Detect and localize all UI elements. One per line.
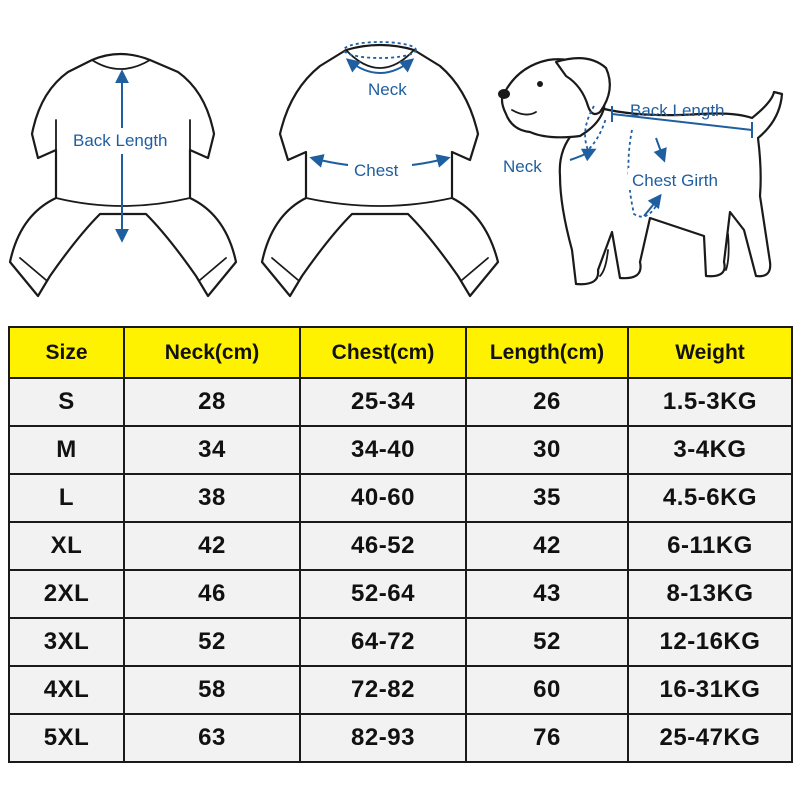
cell-weight: 3-4KG	[628, 426, 792, 474]
table-header-row	[9, 327, 792, 378]
cell-neck: 38	[124, 474, 300, 522]
measurement-diagrams	[0, 0, 800, 320]
cell-chest: 82-93	[300, 714, 466, 762]
neck-label: Neck	[368, 80, 407, 99]
header-neck: Neck(cm)	[124, 327, 300, 378]
cell-neck: 63	[124, 714, 300, 762]
table-row	[9, 378, 792, 426]
dog-back-length-label: Back Length	[630, 101, 725, 120]
cell-weight: 16-31KG	[628, 666, 792, 714]
cell-size: M	[9, 426, 124, 474]
cell-neck: 42	[124, 522, 300, 570]
cell-neck: 34	[124, 426, 300, 474]
table-row	[9, 522, 792, 570]
cell-size: XL	[9, 522, 124, 570]
table-row	[9, 714, 792, 762]
cell-size: 5XL	[9, 714, 124, 762]
cell-chest: 25-34	[300, 378, 466, 426]
cell-chest: 52-64	[300, 570, 466, 618]
header-size: Size	[9, 327, 124, 378]
cell-size: S	[9, 378, 124, 426]
cell-length: 30	[466, 426, 628, 474]
cell-length: 76	[466, 714, 628, 762]
cell-size: L	[9, 474, 124, 522]
dog-neck-label: Neck	[503, 157, 542, 176]
cell-chest: 46-52	[300, 522, 466, 570]
cell-neck: 46	[124, 570, 300, 618]
cell-chest: 34-40	[300, 426, 466, 474]
cell-chest: 72-82	[300, 666, 466, 714]
dog-chest-girth-label: Chest Girth	[632, 171, 718, 190]
header-weight: Weight	[628, 327, 792, 378]
cell-weight: 1.5-3KG	[628, 378, 792, 426]
cell-chest: 64-72	[300, 618, 466, 666]
cell-size: 3XL	[9, 618, 124, 666]
cell-weight: 8-13KG	[628, 570, 792, 618]
chest-label: Chest	[354, 161, 399, 180]
table-row	[9, 666, 792, 714]
table-row	[9, 426, 792, 474]
cell-neck: 58	[124, 666, 300, 714]
cell-size: 2XL	[9, 570, 124, 618]
cell-weight: 6-11KG	[628, 522, 792, 570]
cell-weight: 12-16KG	[628, 618, 792, 666]
cell-length: 43	[466, 570, 628, 618]
jumpsuit-front-icon	[262, 42, 498, 296]
cell-length: 52	[466, 618, 628, 666]
cell-length: 60	[466, 666, 628, 714]
cell-weight: 4.5-6KG	[628, 474, 792, 522]
cell-length: 42	[466, 522, 628, 570]
cell-weight: 25-47KG	[628, 714, 792, 762]
header-chest: Chest(cm)	[300, 327, 466, 378]
back-length-label: Back Length	[73, 131, 168, 150]
cell-neck: 28	[124, 378, 300, 426]
cell-length: 35	[466, 474, 628, 522]
table-row	[9, 570, 792, 618]
size-chart-table	[8, 326, 793, 763]
cell-length: 26	[466, 378, 628, 426]
cell-chest: 40-60	[300, 474, 466, 522]
header-length: Length(cm)	[466, 327, 628, 378]
jumpsuit-back-icon	[10, 54, 236, 296]
cell-size: 4XL	[9, 666, 124, 714]
table-row	[9, 618, 792, 666]
cell-neck: 52	[124, 618, 300, 666]
dog-icon	[498, 58, 782, 284]
table-row	[9, 474, 792, 522]
